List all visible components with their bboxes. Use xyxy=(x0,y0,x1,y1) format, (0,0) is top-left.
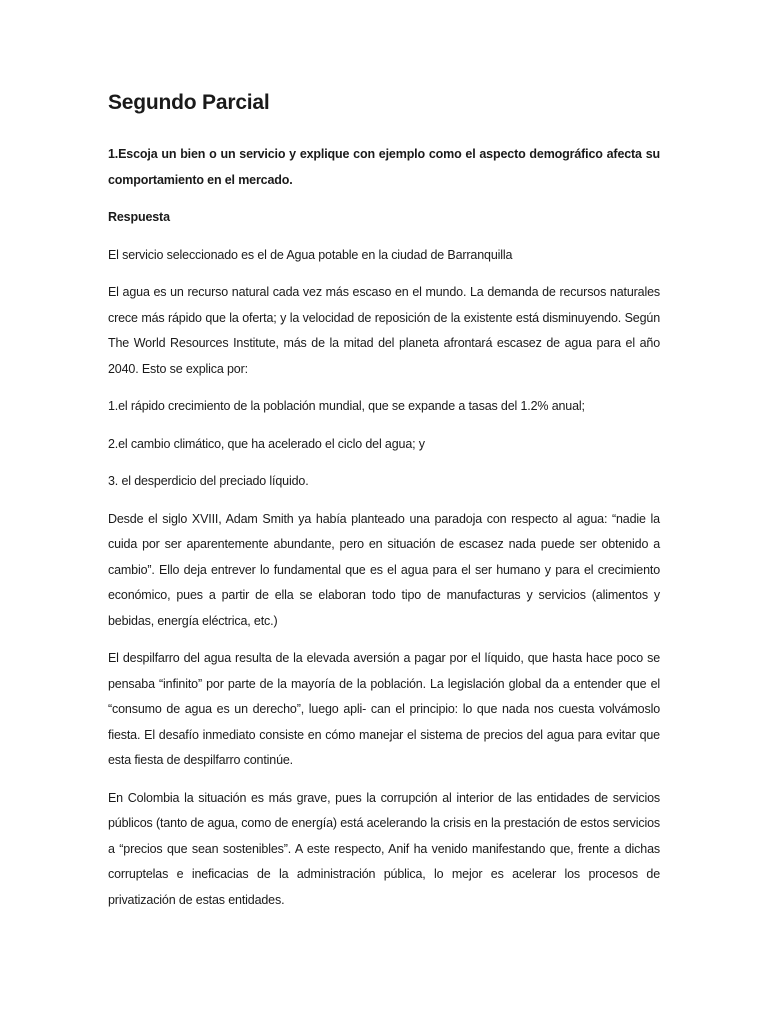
list-item-waste: 3. el desperdicio del preciado líquido. xyxy=(108,474,309,489)
answer-heading: Respuesta xyxy=(108,210,170,225)
list-item-population: 1.el rápido crecimiento de la población mundial, que se expande a tasas del 1.2% anual; xyxy=(108,399,585,414)
paragraph-colombia: En Colombia la situación es más grave, pues la corrupción al interior de las entidades de servicios públicos (tanto de agua, como de energía) está acelerando la crisis en la prestación de estos servicios a “precios que sean sostenibles”. A este respecto, Anif ha venido manifestando que, frente a dichas corruptelas e ineficacias de la administración pública, lo mejor es acelerar los procesos de privatización de estas entidades. xyxy=(108,790,660,907)
question-text: 1.Escoja un bien o un servicio y explique con ejemplo como el aspecto demográfico afecta su comportamiento en el mercado. xyxy=(108,147,660,187)
paragraph-waste: El despilfarro del agua resulta de la elevada aversión a pagar por el líquido, que hasta hace poco se pensaba “infinito” por parte de la mayoría de la población. La legislación global da a entender que el “consumo de agua es un derecho”, luego apli- can el principio: lo que nada nos cuesta volvámoslo fiesta. El desafío inmediato consiste en cómo manejar el sistema de precios del agua para evitar que esta fiesta de despilfarro continúe. xyxy=(108,651,660,768)
paragraph-water-scarcity: El agua es un recurso natural cada vez más escaso en el mundo. La demanda de recursos naturales crece más rápido que la oferta; y la velocidad de reposición de la existente está disminuyendo. Según The World Resources Institute, más de la mitad del planeta afrontará escasez de agua para el año 2040. Esto se explica por: xyxy=(108,285,660,376)
document-title: Segundo Parcial xyxy=(108,91,270,114)
list-item-climate: 2.el cambio climático, que ha acelerado el ciclo del agua; y xyxy=(108,436,425,451)
paragraph-adam-smith: Desde el siglo XVIII, Adam Smith ya había planteado una paradoja con respecto al agua: “nadie la cuida por ser aparentemente abundante, pero en situación de escasez nada puede ser obtenido a cambio”. Ello deja entrever lo fundamental que es el agua para el ser humano y para el crecimiento económico, pues a partir de ella se elaboran todo tipo de manufacturas y servicios (alimentos y bebidas, energía eléctrica, etc.) xyxy=(108,511,660,628)
document-page xyxy=(108,90,660,925)
paragraph-selected-service: El servicio seleccionado es el de Agua potable en la ciudad de Barranquilla xyxy=(108,247,513,262)
